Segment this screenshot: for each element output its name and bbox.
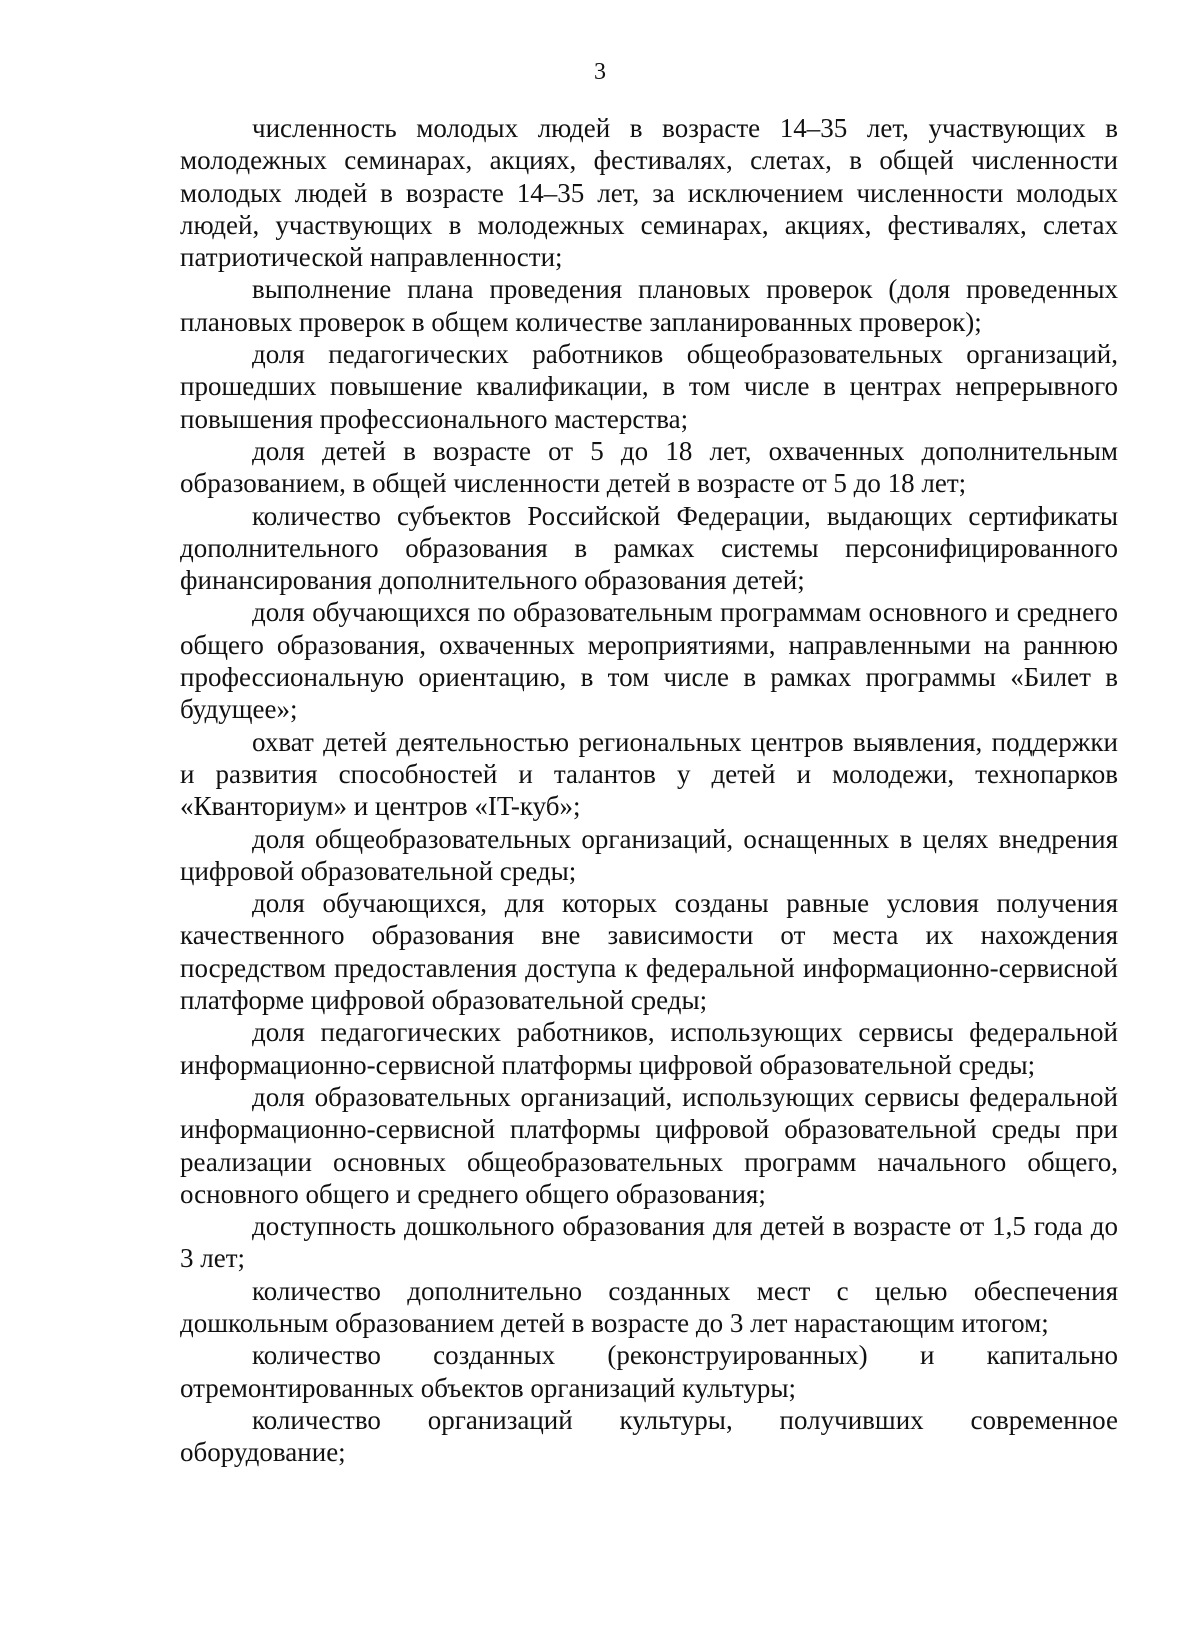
paragraph-preschool-places: количество дополнительно созданных мест с целью обеспечения дошкольным образованием детей в возрасте до 3 лет нарастающим итогом; bbox=[180, 1275, 1118, 1338]
paragraph-additional-education-coverage: доля детей в возрасте от 5 до 18 лет, охваченных дополнительным образованием, в общей численности детей в возрасте от 5 до 18 лет; bbox=[180, 435, 1118, 499]
paragraph-culture-equipment: количество организаций культуры, получивших современное оборудование; bbox=[180, 1404, 1118, 1468]
paragraph-culture-objects: количество созданных (реконструированных) и капитально отремонтированных объектов организаций культуры; bbox=[180, 1340, 1118, 1403]
page-number: 3 bbox=[594, 59, 606, 85]
paragraph-career-guidance: доля обучающихся по образовательным программам основного и среднего общего образования, охваченных мероприятиями, направленными на раннюю профессиональную ориентацию, в том числе в рамках программы «Билет в будущее»; bbox=[180, 597, 1118, 725]
paragraph-inspection-plan: выполнение плана проведения плановых проверок (доля проведенных плановых проверок в общем количестве запланированных проверок); bbox=[180, 274, 1118, 337]
paragraph-teachers-platform-use: доля педагогических работников, использующих сервисы федеральной информационно-сервисной платформы цифровой образовательной среды; bbox=[180, 1017, 1118, 1080]
paragraph-teacher-qualification: доля педагогических работников общеобразовательных организаций, прошедших повышение квалификации, в том числе в центрах непрерывного повышения профессионального мастерства; bbox=[180, 339, 1118, 434]
document-body bbox=[180, 112, 1118, 1468]
paragraph-preschool-availability: доступность дошкольного образования для детей в возрасте от 1,5 года до 3 лет; bbox=[180, 1211, 1118, 1274]
paragraph-education-certificates: количество субъектов Российской Федерации, выдающих сертификаты дополнительного образования в рамках системы персонифицированного финансирования дополнительного образования детей; bbox=[180, 500, 1118, 596]
paragraph-organizations-platform-use: доля образовательных организаций, использующих сервисы федеральной информационно-сервисной платформы цифровой образовательной среды при реализации основных общеобразовательных программ начального общего, основного общего и среднего общего образования; bbox=[180, 1081, 1118, 1209]
paragraph-youth-participation: численность молодых людей в возрасте 14–35 лет, участвующих в молодежных семинарах, акциях, фестивалях, слетах, в общей численности молодых людей в возрасте 14–35 лет, за исключением численности молодых людей, участвующих в молодежных семинарах, акциях, фестивалях, слетах патриотической направленности; bbox=[180, 113, 1118, 273]
paragraph-digital-environment-schools: доля общеобразовательных организаций, оснащенных в целях внедрения цифровой образовательной среды; bbox=[180, 823, 1118, 886]
paragraph-equal-conditions: доля обучающихся, для которых созданы равные условия получения качественного образования вне зависимости от места их нахождения посредством предоставления доступа к федеральной информационно-сервисной платформе цифровой образовательной среды; bbox=[180, 888, 1118, 1016]
paragraph-talent-centers: охват детей деятельностью региональных центров выявления, поддержки и развития способностей и талантов у детей и молодежи, технопарков «Кванториум» и центров «IT-куб»; bbox=[180, 726, 1118, 822]
